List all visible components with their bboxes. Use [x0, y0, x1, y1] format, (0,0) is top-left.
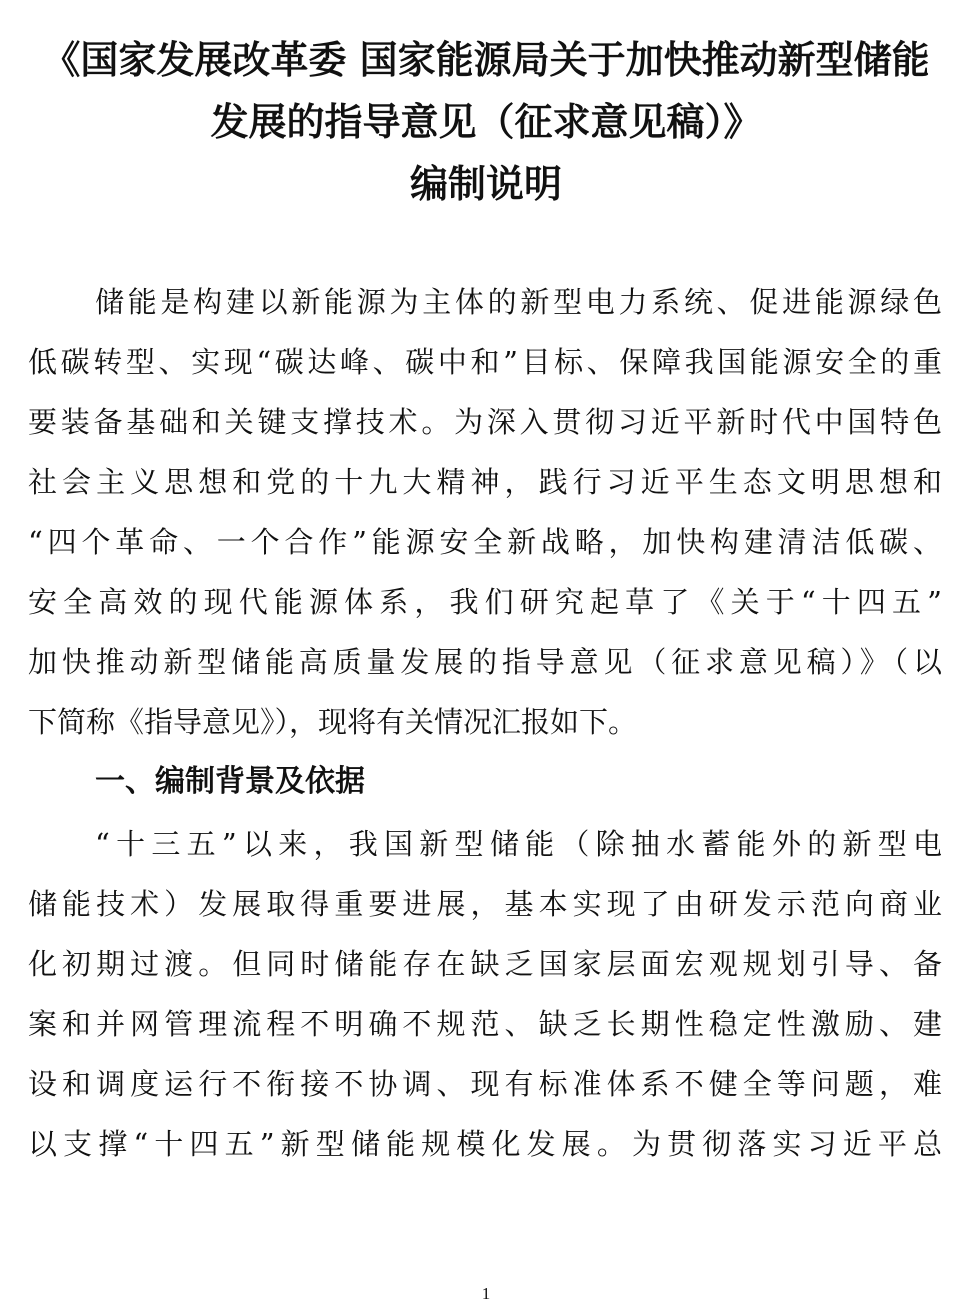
- paragraph-2-line: 案和并网管理流程不明确不规范、缺乏长期性稳定性激励、建: [28, 1007, 942, 1041]
- paragraph-1-line: 低碳转型、实现“碳达峰、碳中和”目标、保障我国能源安全的重: [28, 345, 942, 379]
- paragraph-2-line: “十三五”以来，我国新型储能（除抽水蓄能外的新型电: [95, 827, 942, 861]
- paragraph-1-line: 社会主义思想和党的十九大精神，践行习近平生态文明思想和: [28, 465, 942, 499]
- paragraph-1-line: 加快推动新型储能高质量发展的指导意见（征求意见稿）》（以: [28, 645, 942, 679]
- paragraph-2-line: 以支撑“十四五”新型储能规模化发展。为贯彻落实习近平总: [28, 1127, 942, 1161]
- paragraph-1-line: 要装备基础和关键支撑技术。为深入贯彻习近平新时代中国特色: [28, 405, 942, 439]
- paragraph-1-line: “四个革命、一个合作”能源安全新战略，加快构建清洁低碳、: [28, 525, 942, 559]
- document-title-line-2: 发展的指导意见（征求意见稿）》: [210, 100, 762, 144]
- document-subtitle: 编制说明: [409, 162, 562, 206]
- paragraph-1-line: 下简称《指导意见》），现将有关情况汇报如下。: [28, 705, 638, 739]
- paragraph-1-line: 储能是构建以新能源为主体的新型电力系统、促进能源绿色: [95, 285, 942, 319]
- page-number: 1: [481, 1284, 491, 1303]
- document-title-line-1: 《国家发展改革委 国家能源局关于加快推动新型储能: [42, 38, 930, 82]
- paragraph-2-line: 设和调度运行不衔接不协调、现有标准体系不健全等问题，难: [28, 1067, 942, 1101]
- paragraph-2-line: 储能技术）发展取得重要进展，基本实现了由研发示范向商业: [28, 887, 942, 921]
- paragraph-2-line: 化初期过渡。但同时储能存在缺乏国家层面宏观规划引导、备: [28, 947, 942, 981]
- paragraph-1-line: 安全高效的现代能源体系，我们研究起草了《关于“十四五”: [28, 585, 942, 619]
- section-1-heading: 一、编制背景及依据: [95, 764, 365, 799]
